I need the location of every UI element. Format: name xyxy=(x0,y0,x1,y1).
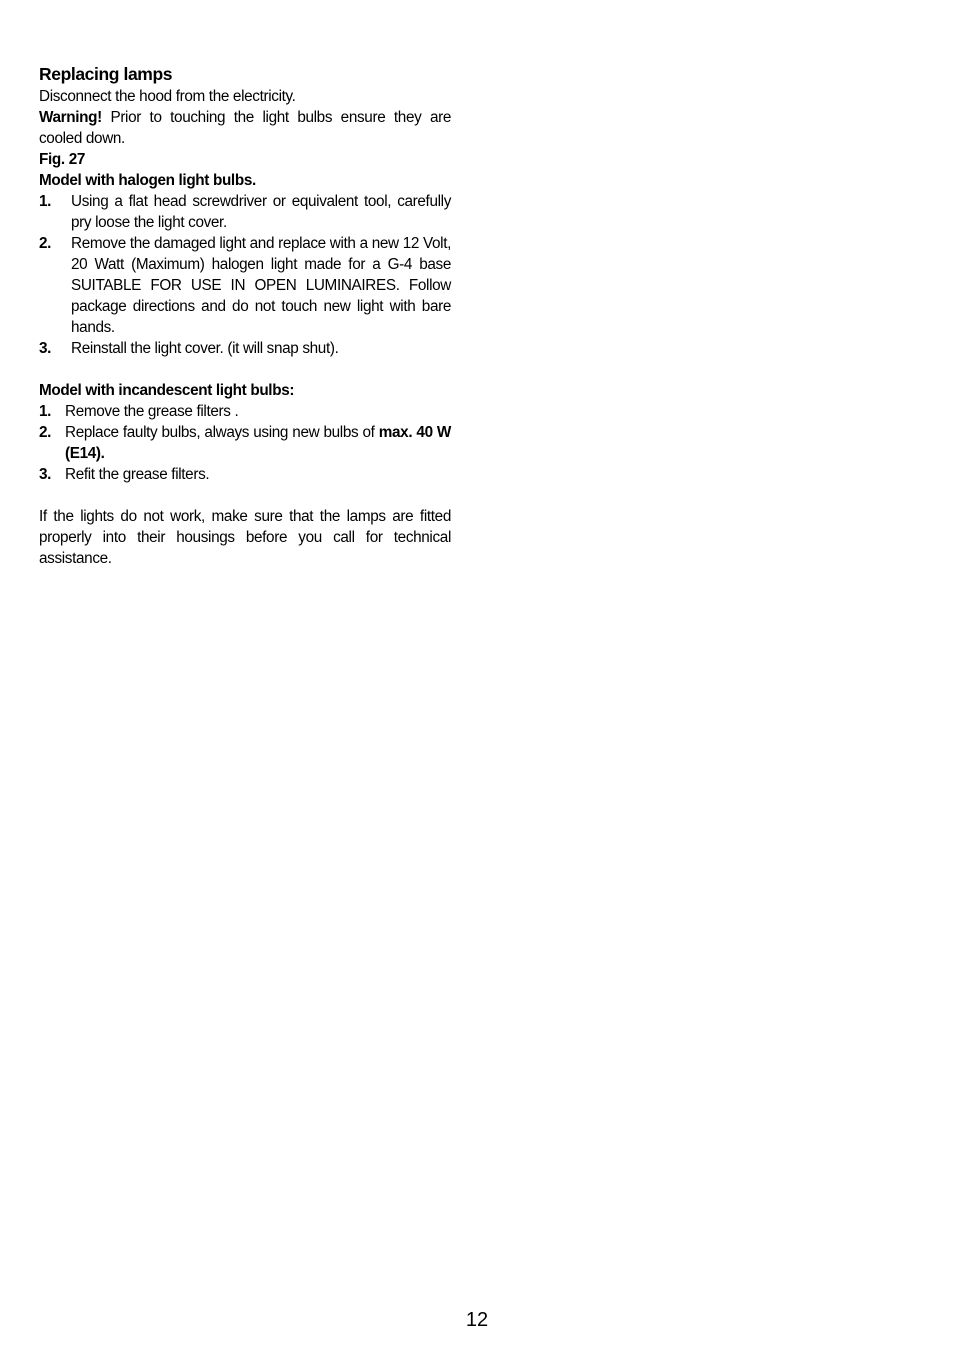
spacer xyxy=(39,485,451,506)
section-title: Replacing lamps xyxy=(39,64,173,84)
step-text: Replace faulty bulbs, always using new bulbs of xyxy=(65,424,379,441)
step-text: Reinstall the light cover. (it will snap shut). xyxy=(71,340,339,357)
step-text: Remove the grease filters . xyxy=(65,403,239,420)
text-column xyxy=(39,62,451,569)
halogen-steps xyxy=(39,191,451,359)
step-number: 1. xyxy=(39,403,52,420)
list-item xyxy=(39,338,451,359)
intro-text: Disconnect the hood from the electricity. xyxy=(39,88,296,105)
list-item xyxy=(39,191,451,233)
step-number: 2. xyxy=(39,424,52,441)
spacer xyxy=(39,359,451,380)
incandescent-title: Model with incandescent light bulbs: xyxy=(39,382,295,399)
warning-paragraph xyxy=(39,107,451,149)
halogen-title: Model with halogen light bulbs. xyxy=(39,172,256,189)
figure-reference: Fig. 27 xyxy=(39,151,86,168)
step-number: 3. xyxy=(39,466,52,483)
step-text: Refit the grease filters. xyxy=(65,466,210,483)
list-item xyxy=(39,464,451,485)
list-item xyxy=(39,422,451,464)
list-item xyxy=(39,401,451,422)
incandescent-steps xyxy=(39,401,451,485)
step-number: 1. xyxy=(39,193,52,210)
page-number: 12 xyxy=(465,1309,489,1331)
step-number: 2. xyxy=(39,235,52,252)
warning-label: Warning! xyxy=(39,109,102,126)
step-text: Remove the damaged light and replace with a new 12 Volt, 20 Watt (Maximum) halogen light made for a G-4 base SUITABLE FOR USE IN OPEN LUMINAIRES. Follow package directions and do not touch new light with bare hands. xyxy=(71,235,451,336)
max-wattage: max. 40 W (E14). xyxy=(65,424,452,462)
list-item xyxy=(39,233,451,338)
warning-text: Prior to touching the light bulbs ensure they are cooled down. xyxy=(39,109,451,147)
troubleshooting-note: If the lights do not work, make sure that the lamps are fitted properly into their housings before you call for technical assistance. xyxy=(39,508,451,567)
step-text: Using a flat head screwdriver or equivalent tool, carefully pry loose the light cover. xyxy=(71,193,451,231)
step-number: 3. xyxy=(39,340,52,357)
